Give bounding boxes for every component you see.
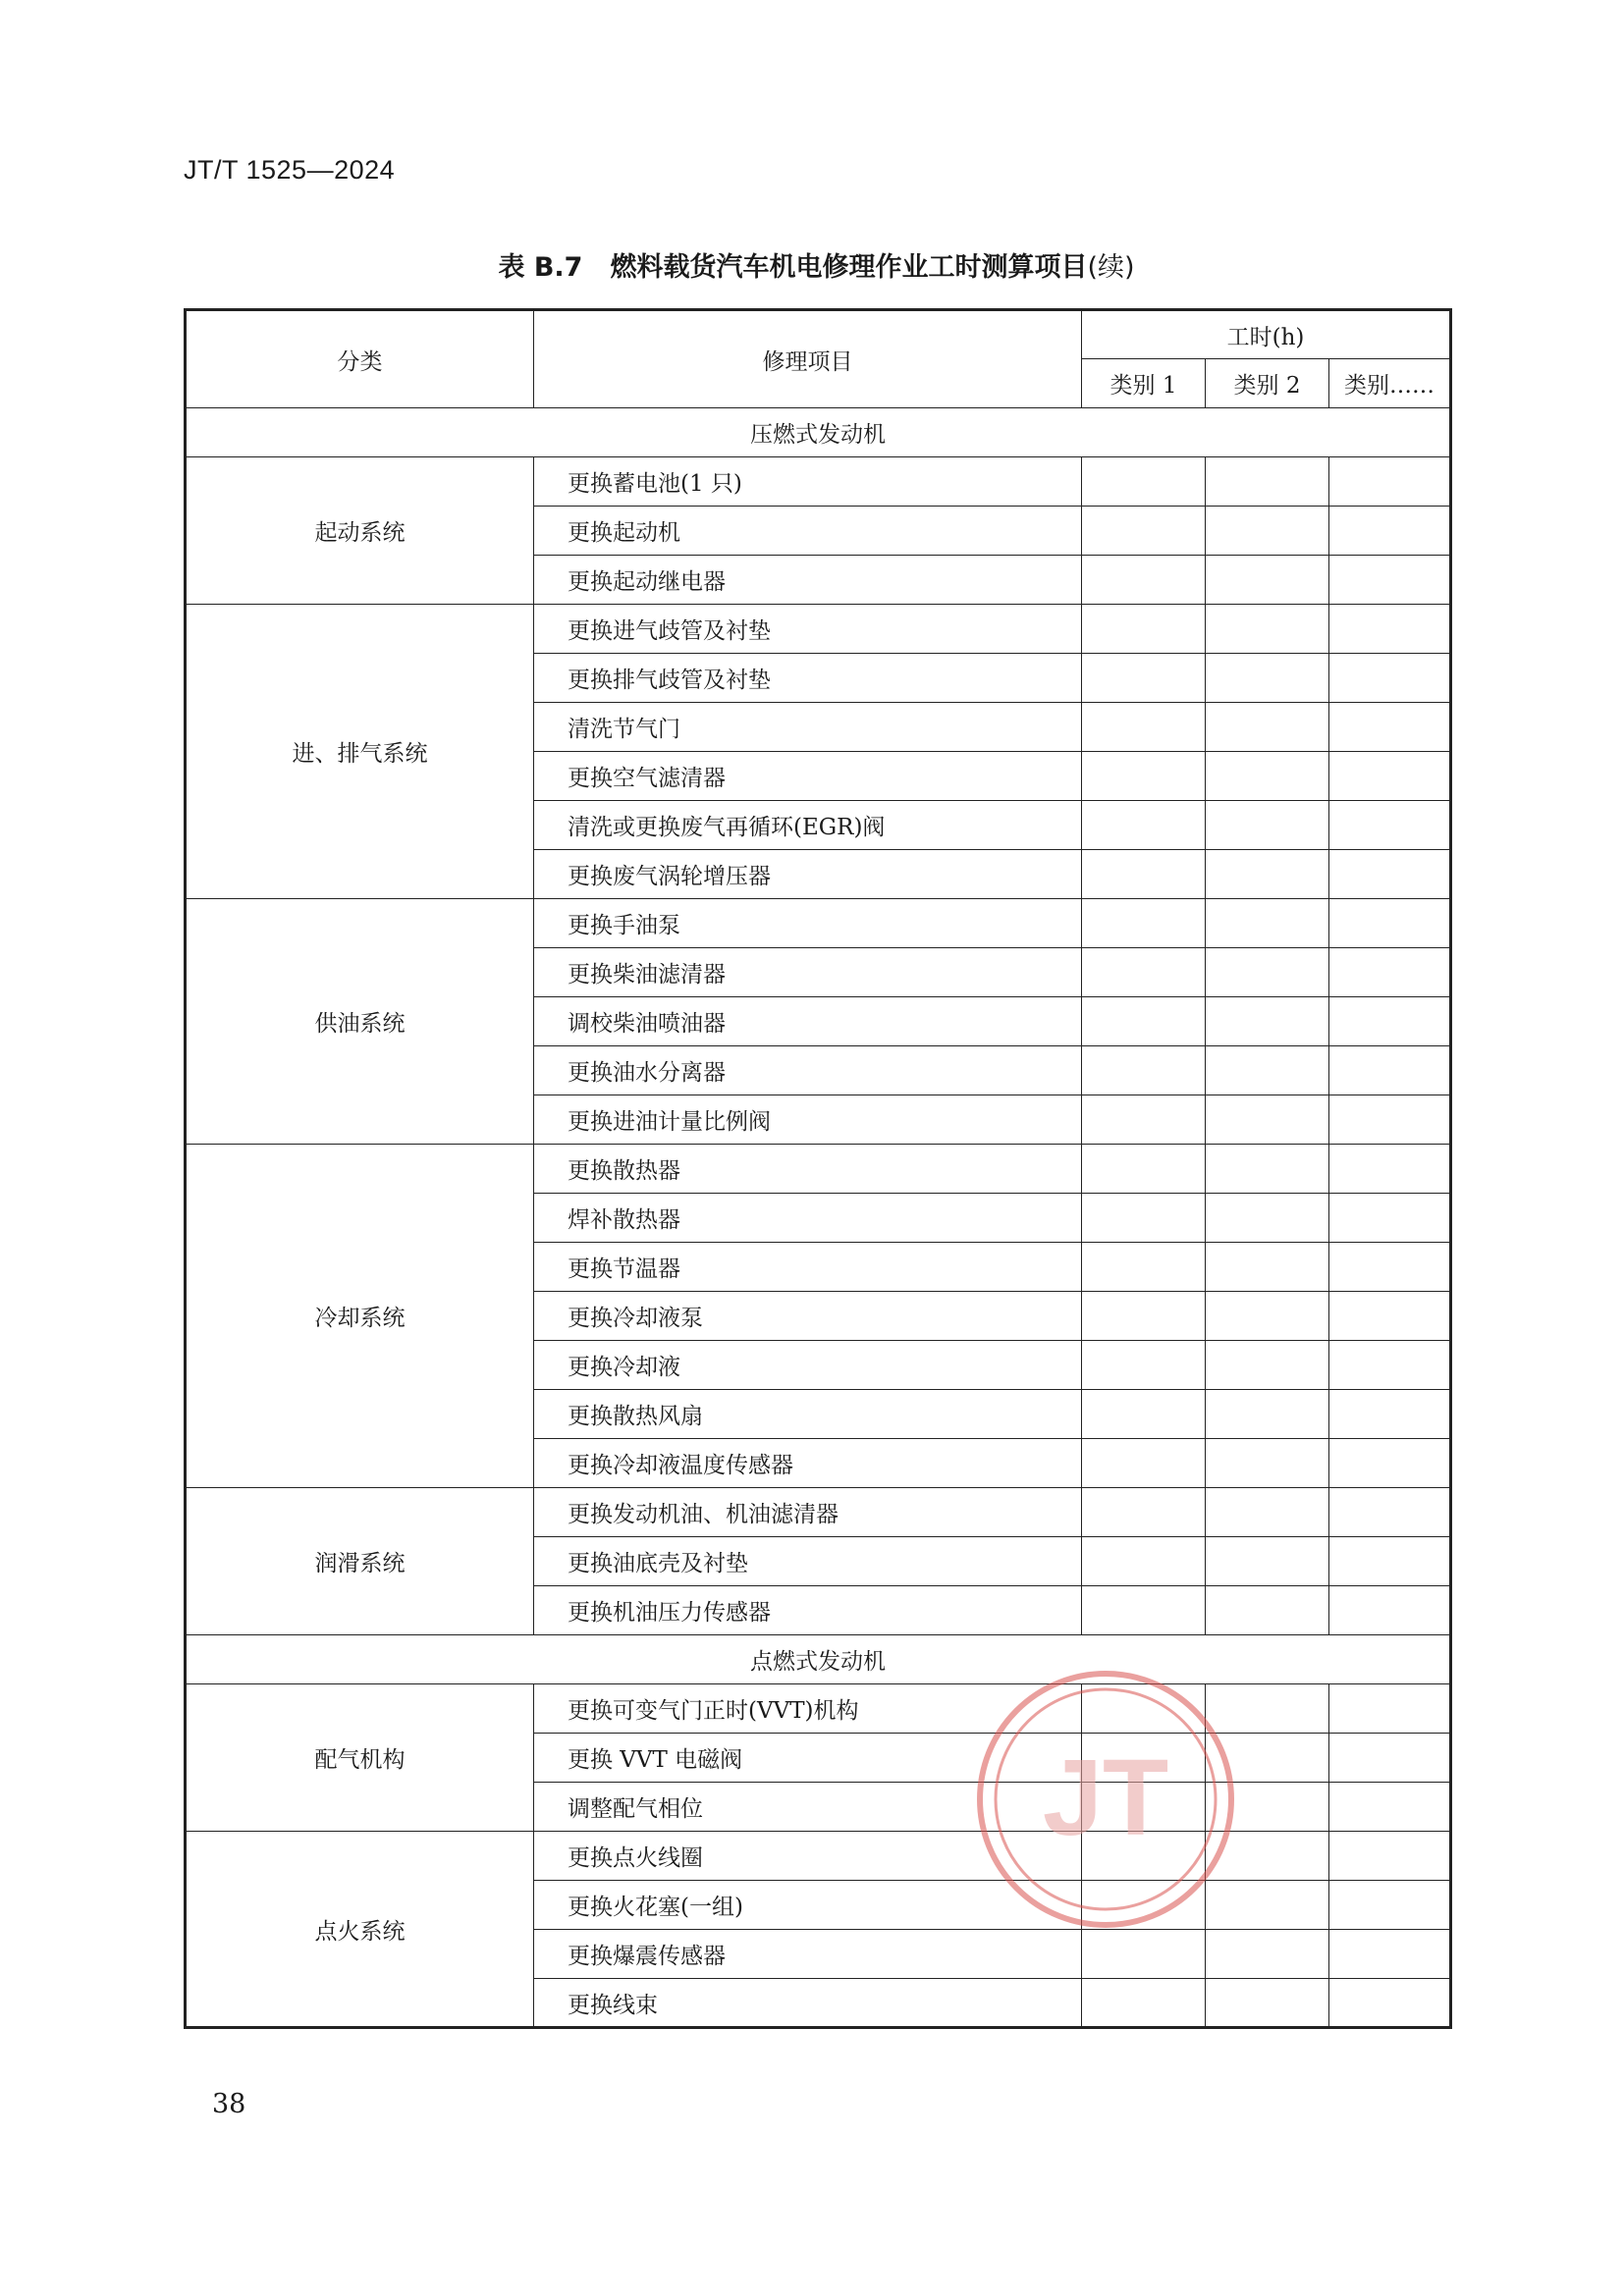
hours-cell: [1329, 1243, 1451, 1292]
header-category: 分类: [186, 310, 534, 408]
hours-cell: [1082, 605, 1206, 654]
hours-cell: [1082, 1390, 1206, 1439]
hours-cell: [1329, 703, 1451, 752]
category-cell: 冷却系统: [186, 1145, 534, 1488]
item-cell: 更换手油泵: [534, 899, 1082, 948]
item-cell: 更换机油压力传感器: [534, 1586, 1082, 1635]
hours-cell: [1206, 1046, 1329, 1095]
hours-cell: [1206, 1488, 1329, 1537]
hours-cell: [1206, 1292, 1329, 1341]
item-cell: 更换火花塞(一组): [534, 1881, 1082, 1930]
item-cell: 更换排气歧管及衬垫: [534, 654, 1082, 703]
hours-cell: [1329, 1734, 1451, 1783]
item-cell: 更换空气滤清器: [534, 752, 1082, 801]
hours-cell: [1206, 850, 1329, 899]
page-number: 38: [212, 2089, 246, 2119]
hours-cell: [1082, 556, 1206, 605]
hours-cell: [1082, 507, 1206, 556]
hours-cell: [1329, 1145, 1451, 1194]
category-cell: 进、排气系统: [186, 605, 534, 899]
header-hours: 工时(h): [1082, 310, 1451, 359]
table-body: [186, 408, 1451, 2028]
hours-cell: [1206, 457, 1329, 507]
hours-cell: [1082, 899, 1206, 948]
hours-cell: [1082, 703, 1206, 752]
item-cell: 更换爆震传感器: [534, 1930, 1082, 1979]
item-cell: 更换散热器: [534, 1145, 1082, 1194]
item-cell: 清洗或更换废气再循环(EGR)阀: [534, 801, 1082, 850]
category-cell: 起动系统: [186, 457, 534, 605]
hours-cell: [1082, 457, 1206, 507]
hours-cell: [1329, 850, 1451, 899]
hours-cell: [1329, 899, 1451, 948]
hours-cell: [1206, 605, 1329, 654]
item-cell: 更换冷却液: [534, 1341, 1082, 1390]
hours-cell: [1082, 801, 1206, 850]
hours-cell: [1206, 997, 1329, 1046]
hours-cell: [1329, 654, 1451, 703]
hours-cell: [1082, 1095, 1206, 1145]
hours-cell: [1082, 1046, 1206, 1095]
category-cell: 点火系统: [186, 1832, 534, 2028]
seal-text: JT: [1042, 1737, 1169, 1858]
item-cell: 更换发动机油、机油滤清器: [534, 1488, 1082, 1537]
table-row: [186, 1684, 1451, 1734]
hours-cell: [1329, 556, 1451, 605]
item-cell: 更换柴油滤清器: [534, 948, 1082, 997]
table-title: [184, 245, 1449, 284]
hours-cell: [1206, 703, 1329, 752]
category-cell: 供油系统: [186, 899, 534, 1145]
item-cell: 调校柴油喷油器: [534, 997, 1082, 1046]
hours-cell: [1206, 1586, 1329, 1635]
hours-cell: [1082, 1488, 1206, 1537]
hours-cell: [1206, 1439, 1329, 1488]
item-cell: 更换节温器: [534, 1243, 1082, 1292]
item-cell: 更换点火线圈: [534, 1832, 1082, 1881]
item-cell: 更换进油计量比例阀: [534, 1095, 1082, 1145]
hours-cell: [1082, 752, 1206, 801]
table-number: 表 B.7: [498, 252, 583, 283]
item-cell: 焊补散热器: [534, 1194, 1082, 1243]
hours-cell: [1329, 1292, 1451, 1341]
hours-cell: [1329, 1684, 1451, 1734]
hours-cell: [1206, 801, 1329, 850]
jt-seal: [972, 1666, 1239, 1933]
hours-cell: [1329, 1586, 1451, 1635]
hours-cell: [1082, 1145, 1206, 1194]
item-cell: 更换冷却液温度传感器: [534, 1439, 1082, 1488]
hours-cell: [1206, 1243, 1329, 1292]
item-cell: 更换可变气门正时(VVT)机构: [534, 1684, 1082, 1734]
header-class-2: 类别 2: [1206, 359, 1329, 408]
hours-cell: [1329, 1390, 1451, 1439]
hours-cell: [1206, 507, 1329, 556]
hours-cell: [1082, 1292, 1206, 1341]
header-item: 修理项目: [534, 310, 1082, 408]
hours-cell: [1082, 850, 1206, 899]
table-continued-mark: (续): [1087, 252, 1135, 283]
hours-cell: [1329, 1930, 1451, 1979]
header-class-1: 类别 1: [1082, 359, 1206, 408]
table-row: [186, 605, 1451, 654]
work-hours-table: [184, 308, 1452, 2029]
hours-cell: [1082, 997, 1206, 1046]
hours-cell: [1206, 948, 1329, 997]
hours-cell: [1206, 1979, 1329, 2028]
table-row: [186, 1145, 1451, 1194]
item-cell: 更换散热风扇: [534, 1390, 1082, 1439]
item-cell: 更换冷却液泵: [534, 1292, 1082, 1341]
hours-cell: [1329, 1439, 1451, 1488]
hours-cell: [1329, 997, 1451, 1046]
section-title: 压燃式发动机: [186, 408, 1451, 457]
hours-cell: [1329, 948, 1451, 997]
hours-cell: [1206, 1930, 1329, 1979]
hours-cell: [1329, 1341, 1451, 1390]
hours-cell: [1329, 507, 1451, 556]
hours-cell: [1329, 801, 1451, 850]
hours-cell: [1206, 1537, 1329, 1586]
hours-cell: [1329, 605, 1451, 654]
table-row: [186, 1488, 1451, 1537]
hours-cell: [1329, 1783, 1451, 1832]
hours-cell: [1206, 1095, 1329, 1145]
item-cell: 更换 VVT 电磁阀: [534, 1734, 1082, 1783]
item-cell: 更换进气歧管及衬垫: [534, 605, 1082, 654]
category-cell: 配气机构: [186, 1684, 534, 1832]
item-cell: 更换油底壳及衬垫: [534, 1537, 1082, 1586]
table-title-text: 燃料载货汽车机电修理作业工时测算项目: [610, 252, 1088, 283]
item-cell: 更换起动机: [534, 507, 1082, 556]
section-title: 点燃式发动机: [186, 1635, 1451, 1684]
hours-cell: [1082, 1194, 1206, 1243]
table-row: [186, 899, 1451, 948]
hours-cell: [1082, 948, 1206, 997]
hours-cell: [1082, 1341, 1206, 1390]
hours-cell: [1329, 1881, 1451, 1930]
hours-cell: [1206, 752, 1329, 801]
item-cell: 更换线束: [534, 1979, 1082, 2028]
table-row: [186, 457, 1451, 507]
hours-cell: [1206, 556, 1329, 605]
item-cell: 清洗节气门: [534, 703, 1082, 752]
item-cell: 更换废气涡轮增压器: [534, 850, 1082, 899]
hours-cell: [1206, 1390, 1329, 1439]
section-row: [186, 1635, 1451, 1684]
hours-cell: [1082, 1586, 1206, 1635]
item-cell: 更换蓄电池(1 只): [534, 457, 1082, 507]
hours-cell: [1329, 752, 1451, 801]
hours-cell: [1206, 1341, 1329, 1390]
hours-cell: [1329, 1095, 1451, 1145]
hours-cell: [1082, 1930, 1206, 1979]
standard-code: JT/T 1525—2024: [184, 155, 396, 185]
hours-cell: [1329, 1046, 1451, 1095]
hours-cell: [1329, 1488, 1451, 1537]
hours-cell: [1206, 1194, 1329, 1243]
hours-cell: [1082, 1439, 1206, 1488]
hours-cell: [1329, 1832, 1451, 1881]
item-cell: 更换油水分离器: [534, 1046, 1082, 1095]
hours-cell: [1329, 1194, 1451, 1243]
header-class-more: 类别……: [1329, 359, 1451, 408]
category-cell: 润滑系统: [186, 1488, 534, 1635]
hours-cell: [1329, 457, 1451, 507]
hours-cell: [1206, 1145, 1329, 1194]
hours-cell: [1082, 1979, 1206, 2028]
hours-cell: [1082, 1537, 1206, 1586]
hours-cell: [1329, 1537, 1451, 1586]
item-cell: 更换起动继电器: [534, 556, 1082, 605]
table-row: [186, 1832, 1451, 1881]
section-row: [186, 408, 1451, 457]
hours-cell: [1206, 654, 1329, 703]
item-cell: 调整配气相位: [534, 1783, 1082, 1832]
hours-cell: [1082, 654, 1206, 703]
hours-cell: [1206, 899, 1329, 948]
hours-cell: [1082, 1243, 1206, 1292]
hours-cell: [1329, 1979, 1451, 2028]
